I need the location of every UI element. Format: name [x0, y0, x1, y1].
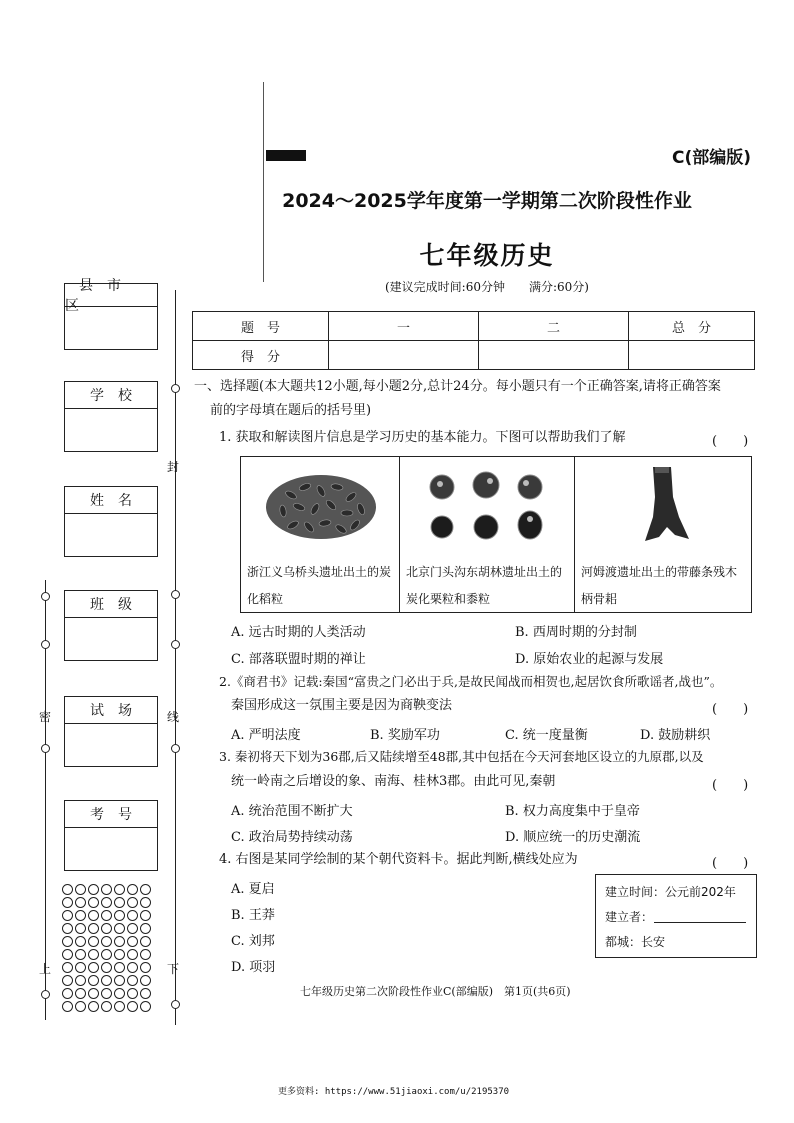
q3-option-d[interactable]: D. 顺应统一的历史潮流	[505, 830, 641, 845]
score-header-part2: 二	[479, 312, 629, 341]
q4-answer-paren[interactable]: ( )	[712, 856, 749, 871]
q3-option-b[interactable]: B. 权力高度集中于皇帝	[505, 804, 640, 819]
binding-hole	[171, 384, 180, 393]
exam-number-bubble[interactable]	[88, 988, 99, 999]
score-row-label: 得 分	[193, 341, 329, 370]
exam-number-bubble[interactable]	[101, 936, 112, 947]
side-mark-shang: 上	[38, 962, 51, 976]
binding-hole	[171, 1000, 180, 1009]
exam-number-bubble[interactable]	[140, 923, 151, 934]
exam-number-bubble[interactable]	[101, 910, 112, 921]
exam-number-bubble[interactable]	[114, 923, 125, 934]
exam-number-bubble[interactable]	[114, 975, 125, 986]
field-name-blank[interactable]	[65, 514, 157, 556]
field-class-blank[interactable]	[65, 618, 157, 660]
score-cell-total[interactable]	[629, 341, 755, 370]
field-room-box[interactable]	[64, 696, 158, 767]
exam-number-bubble[interactable]	[62, 962, 73, 973]
exam-number-bubble-grid[interactable]	[62, 884, 158, 1014]
binding-hole	[41, 744, 50, 753]
exam-number-bubble[interactable]	[101, 1001, 112, 1012]
exam-title: 2024～2025学年度第一学期第二次阶段性作业	[282, 190, 692, 212]
exam-number-bubble[interactable]	[114, 988, 125, 999]
field-room-label: 试场	[65, 697, 157, 724]
binding-hole	[171, 640, 180, 649]
exam-number-bubble[interactable]	[127, 897, 138, 908]
q3-option-c[interactable]: C. 政治局势持续动荡	[231, 830, 353, 845]
side-mark-feng: 封	[166, 460, 179, 474]
exam-number-bubble[interactable]	[88, 897, 99, 908]
exam-number-bubble[interactable]	[75, 936, 86, 947]
carbonized-millet-image	[400, 457, 574, 557]
exam-number-bubble[interactable]	[75, 1001, 86, 1012]
exam-number-bubble[interactable]	[114, 962, 125, 973]
field-school-box[interactable]	[64, 381, 158, 452]
q1-image-cell	[575, 457, 751, 612]
exam-number-bubble[interactable]	[62, 988, 73, 999]
exam-number-bubble[interactable]	[75, 923, 86, 934]
field-school-blank[interactable]	[65, 409, 157, 451]
exam-number-bubble[interactable]	[88, 975, 99, 986]
section-heading: 一、选择题(本大题共12小题,每小题2分,总计24分。每小题只有一个正确答案,请将正确答案	[194, 379, 721, 394]
exam-number-bubble[interactable]	[114, 936, 125, 947]
exam-number-bubble[interactable]	[101, 975, 112, 986]
exam-number-bubble[interactable]	[114, 1001, 125, 1012]
q2-option-c[interactable]: C. 统一度量衡	[505, 728, 588, 743]
exam-number-bubble[interactable]	[101, 884, 112, 895]
source-watermark[interactable]: 更多资料: https://www.51jiaoxi.com/u/2195370	[278, 1087, 510, 1097]
field-school-label: 学校	[65, 382, 157, 409]
score-cell-part2[interactable]	[479, 341, 629, 370]
q2-stem: 2.《商君书》记载:秦国“富贵之门必出于兵,是故民闻战而相贺也,起居饮食所歌谣者,战也”。	[219, 674, 723, 689]
score-header-question: 题 号	[193, 312, 329, 341]
exam-number-bubble[interactable]	[88, 949, 99, 960]
q4-option-b[interactable]: B. 王莽	[231, 908, 275, 923]
score-header-total: 总 分	[629, 312, 755, 341]
exam-number-bubble[interactable]	[127, 923, 138, 934]
field-room-blank[interactable]	[65, 724, 157, 766]
q1-option-a[interactable]: A. 远古时期的人类活动	[231, 625, 366, 640]
side-mark-mi: 密	[38, 710, 51, 724]
q1-answer-paren[interactable]: ( )	[712, 434, 749, 449]
side-mark-xian: 线	[166, 710, 179, 724]
exam-number-bubble[interactable]	[75, 975, 86, 986]
section-heading-2: 前的字母填在题后的括号里)	[210, 403, 372, 418]
q2-option-a[interactable]: A. 严明法度	[231, 728, 301, 743]
q1-option-c[interactable]: C. 部落联盟时期的禅让	[231, 652, 366, 667]
exam-number-bubble[interactable]	[75, 962, 86, 973]
exam-number-bubble[interactable]	[127, 910, 138, 921]
carbonized-rice-image	[241, 457, 399, 557]
exam-number-bubble[interactable]	[62, 884, 73, 895]
binding-line-inner	[175, 290, 176, 1025]
binding-hole	[171, 744, 180, 753]
exam-number-bubble[interactable]	[140, 936, 151, 947]
field-class-box[interactable]	[64, 590, 158, 661]
card-founder-blank-line[interactable]	[654, 922, 746, 923]
field-exam-number-blank[interactable]	[65, 828, 157, 870]
card-founding-time: 建立时间：公元前202年	[605, 885, 736, 899]
exam-number-bubble[interactable]	[88, 1001, 99, 1012]
exam-number-bubble[interactable]	[127, 936, 138, 947]
binding-hole	[171, 590, 180, 599]
exam-number-bubble[interactable]	[127, 949, 138, 960]
exam-number-bubble[interactable]	[88, 884, 99, 895]
binding-hole	[41, 640, 50, 649]
exam-number-bubble[interactable]	[101, 962, 112, 973]
redacted-mark	[266, 150, 306, 161]
exam-number-bubble[interactable]	[62, 910, 73, 921]
q1-caption-1: 浙江义乌桥头遗址出土的炭化稻粒	[247, 565, 392, 606]
field-name-box[interactable]	[64, 486, 158, 557]
exam-number-bubble[interactable]	[75, 949, 86, 960]
q3-stem-2: 统一岭南之后增设的象、南海、桂林3郡。由此可见,秦朝	[231, 774, 556, 789]
exam-number-bubble[interactable]	[75, 910, 86, 921]
exam-number-bubble[interactable]	[88, 936, 99, 947]
exam-number-bubble[interactable]	[101, 988, 112, 999]
q3-answer-paren[interactable]: ( )	[712, 778, 749, 793]
exam-number-bubble[interactable]	[62, 897, 73, 908]
exam-number-bubble[interactable]	[88, 923, 99, 934]
q1-stem: 1. 获取和解读图片信息是学习历史的基本能力。下图可以帮助我们了解	[219, 430, 626, 445]
q4-option-a[interactable]: A. 夏启	[231, 882, 275, 897]
exam-number-bubble[interactable]	[62, 936, 73, 947]
q1-caption-2: 北京门头沟东胡林遗址出土的炭化栗粒和黍粒	[406, 565, 563, 606]
q3-stem: 3. 秦初将天下划为36郡,后又陆续增至48郡,其中包括在今天河套地区设立的九原郡,以及	[219, 749, 704, 764]
q1-image-panel	[240, 456, 752, 613]
binding-hole	[41, 990, 50, 999]
exam-number-bubble[interactable]	[62, 975, 73, 986]
subject-title: 七年级历史	[419, 241, 555, 270]
card-capital: 都城：长安	[605, 935, 666, 949]
exam-number-bubble[interactable]	[140, 949, 151, 960]
bone-spade-image	[575, 457, 751, 557]
exam-number-bubble[interactable]	[62, 1001, 73, 1012]
exam-number-bubble[interactable]	[101, 923, 112, 934]
exam-number-bubble[interactable]	[140, 897, 151, 908]
exam-number-bubble[interactable]	[127, 884, 138, 895]
exam-number-bubble[interactable]	[140, 884, 151, 895]
exam-number-bubble[interactable]	[127, 962, 138, 973]
q2-answer-paren[interactable]: ( )	[712, 702, 749, 717]
q1-option-b[interactable]: B. 西周时期的分封制	[515, 625, 637, 640]
score-cell-part1[interactable]	[329, 341, 479, 370]
exam-number-bubble[interactable]	[75, 884, 86, 895]
exam-number-bubble[interactable]	[62, 949, 73, 960]
q1-image-cell	[400, 457, 575, 612]
q2-option-d[interactable]: D. 鼓励耕织	[640, 728, 711, 743]
q2-stem-2: 秦国形成这一氛围主要是因为商鞅变法	[231, 698, 453, 713]
exam-number-bubble[interactable]	[75, 897, 86, 908]
field-county-box[interactable]	[64, 278, 158, 350]
q1-option-d[interactable]: D. 原始农业的起源与发展	[515, 652, 664, 667]
field-class-label: 班级	[65, 591, 157, 618]
exam-number-bubble[interactable]	[101, 949, 112, 960]
exam-number-bubble[interactable]	[114, 884, 125, 895]
exam-number-bubble[interactable]	[140, 910, 151, 921]
edition-label: C(部编版)	[672, 148, 752, 168]
q3-option-a[interactable]: A. 统治范围不断扩大	[231, 804, 353, 819]
binding-hole	[41, 592, 50, 601]
exam-number-bubble[interactable]	[127, 975, 138, 986]
field-exam-number-box[interactable]	[64, 800, 158, 871]
exam-number-bubble[interactable]	[127, 1001, 138, 1012]
exam-number-bubble[interactable]	[127, 988, 138, 999]
q1-caption-3: 河姆渡遗址出土的带藤条残木柄骨耜	[581, 565, 738, 606]
exam-number-bubble[interactable]	[114, 949, 125, 960]
q4-option-c[interactable]: C. 刘邦	[231, 934, 275, 949]
exam-number-bubble[interactable]	[75, 988, 86, 999]
exam-number-bubble[interactable]	[88, 910, 99, 921]
card-founder: 建立者：	[605, 910, 654, 924]
exam-number-bubble[interactable]	[62, 923, 73, 934]
field-exam-number-label: 考号	[65, 801, 157, 828]
time-note: (建议完成时间:60分钟 满分:60分)	[385, 280, 589, 294]
field-name-label: 姓名	[65, 487, 157, 514]
exam-number-bubble[interactable]	[140, 962, 151, 973]
score-header-part1: 一	[329, 312, 479, 341]
exam-number-bubble[interactable]	[101, 897, 112, 908]
field-county-label: 县市区	[65, 284, 157, 307]
exam-number-bubble[interactable]	[114, 897, 125, 908]
q4-stem: 4. 右图是某同学绘制的某个朝代资料卡。据此判断,横线处应为	[219, 852, 578, 867]
exam-number-bubble[interactable]	[140, 1001, 151, 1012]
q1-image-cell	[241, 457, 400, 612]
dynasty-info-card	[595, 874, 757, 958]
exam-number-bubble[interactable]	[140, 975, 151, 986]
q4-option-d[interactable]: D. 项羽	[231, 960, 276, 975]
score-table	[192, 311, 755, 370]
side-mark-xia: 下	[166, 962, 179, 976]
exam-number-bubble[interactable]	[114, 910, 125, 921]
page-footer: 七年级历史第二次阶段性作业C(部编版) 第1页(共6页)	[300, 985, 571, 998]
exam-number-bubble[interactable]	[140, 988, 151, 999]
exam-number-bubble[interactable]	[88, 962, 99, 973]
q2-option-b[interactable]: B. 奖励军功	[370, 728, 440, 743]
